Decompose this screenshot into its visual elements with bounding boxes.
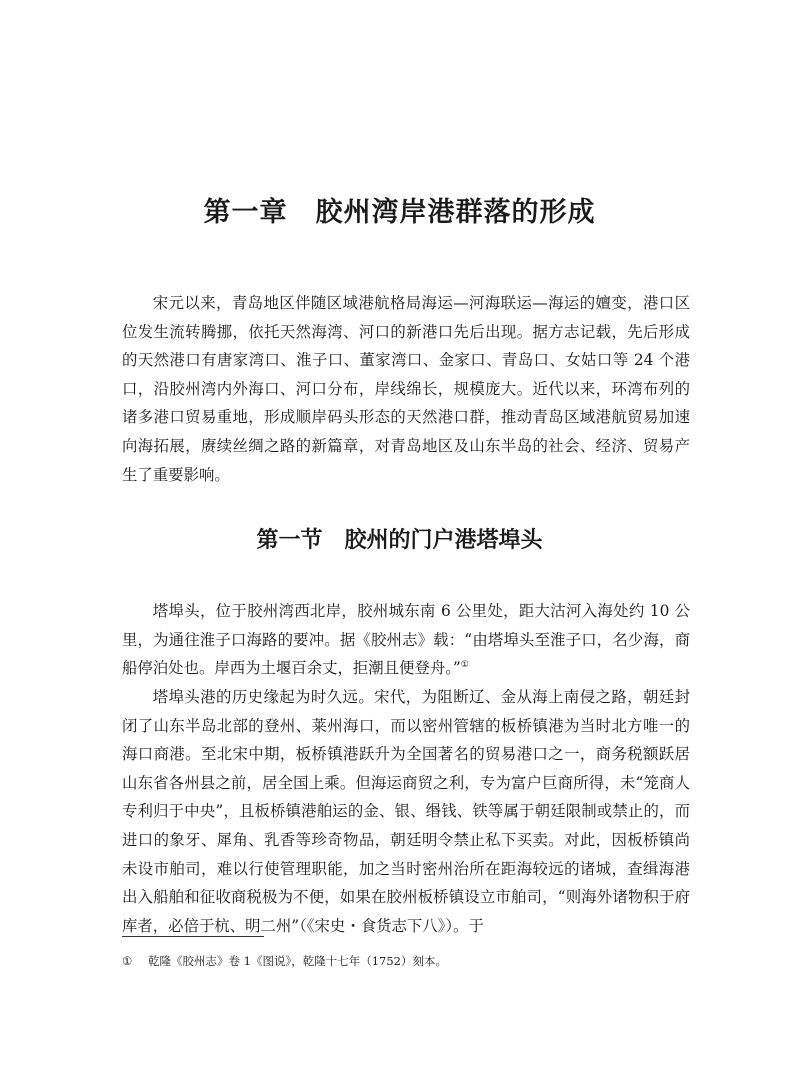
section-paragraph-2: 塔埠头港的历史缘起为时久远。宋代，为阻断辽、金从海上南侵之路，朝廷封闭了山东半岛北部的登州、莱州海口，而以密州管辖的板桥镇港为当时北方唯一的海口商港。至北宋中期，板桥镇港跃升为全国著名的贸易港口之一，商务税额跃居山东省各州县之前，居全国上乘。但海运商贸之利，专为富户巨商所得，未“笼商人专利归于中央”，且板桥镇港舶运的金、银、缗钱、铁等属于朝廷限制或禁止的，而进口的象牙、犀角、乳香等珍奇物品，朝廷明令禁止私下买卖。对此，因板桥镇尚未设市舶司，难以行使管理职能，加之当时密州治所在距海较远的诸城，查缉海港出入船舶和征收商税极为不便，如果在胶州板桥镇设立市舶司，“则海外诸物积于府库者，必倍于杭、明二州”（《宋史・食货志下八》）。于 (122, 688, 690, 935)
footnote-mark: ① (122, 954, 133, 968)
footnote-divider (122, 936, 264, 937)
section-paragraph-1-text: 塔埠头，位于胶州湾西北岸，胶州城东南 6 公里处，距大沽河入海处约 10 公里，为通往淮子口海路的要冲。据《胶州志》载：“由塔埠头至淮子口，名少海，商船停泊处也。岸西为土堰百余丈，拒潮且便登舟。” (122, 602, 690, 678)
section-paragraph-1 (122, 597, 690, 683)
footnote (122, 952, 690, 970)
footnote-text: 乾隆《胶州志》卷 1《图说》，乾隆十七年（1752）刻本。 (148, 954, 447, 968)
footnote-reference[interactable]: ① (460, 660, 469, 671)
section-title: 第一节 胶州的门户港塔埠头 (256, 528, 543, 553)
chapter-title: 第一章 胶州湾岸港群落的形成 (203, 197, 596, 228)
intro-paragraph: 宋元以来，青岛地区伴随区域港航格局海运—河海联运—海运的嬗变，港口区位发生流转腾挪，依托天然海湾、河口的新港口先后出现。据方志记载，先后形成的天然港口有唐家湾口、淮子口、董家湾口、金家口、青岛口、女姑口等 24 个港口，沿胶州湾内外海口、河口分布，岸线绵长，规模庞大。近代以来，环湾布列的诸多港口贸易重地，形成顺岸码头形态的天然港口群，推动青岛区域港航贸易加速向海拓展，赓续丝绸之路的新篇章，对青岛地区及山东半岛的社会、经济、贸易产生了重要影响。 (122, 294, 690, 484)
